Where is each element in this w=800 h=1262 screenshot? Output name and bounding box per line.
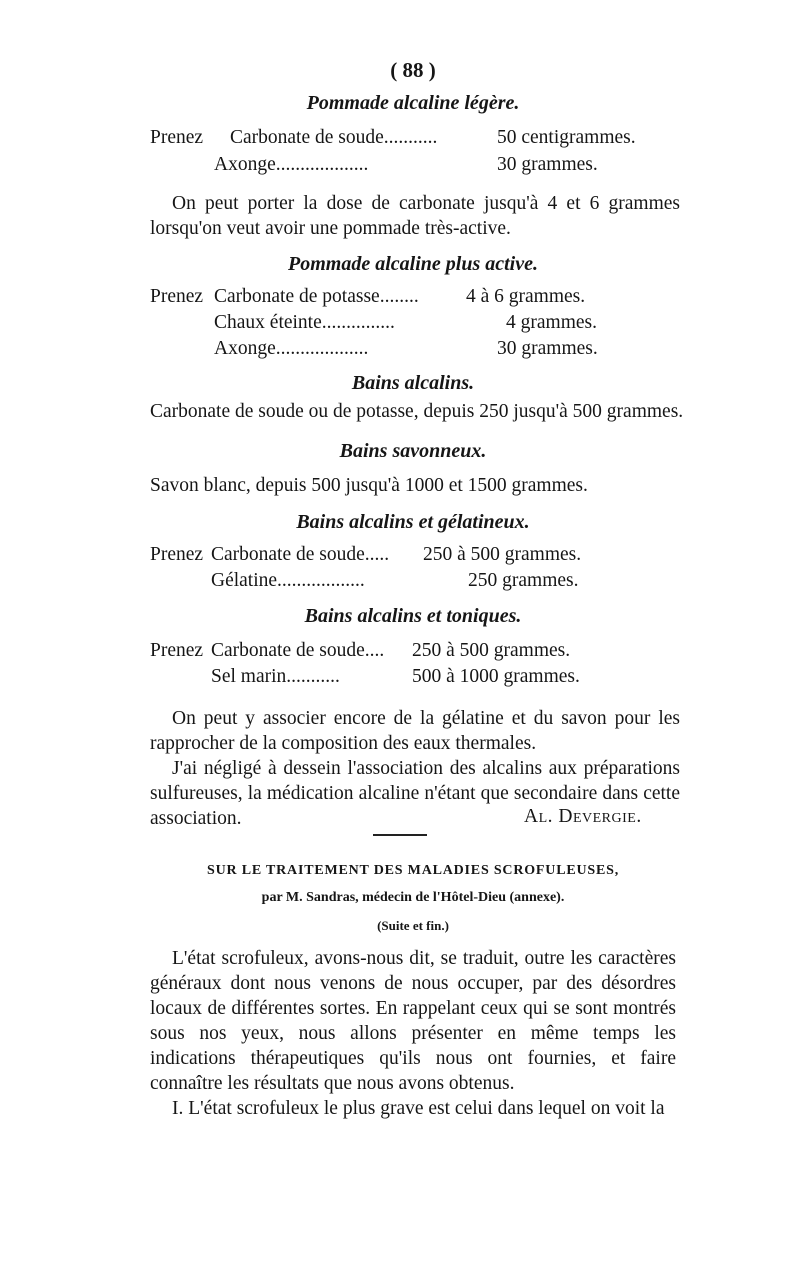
- heading-bains-toniques: Bains alcalins et toniques.: [304, 605, 522, 627]
- heading-bains-savonneux: Bains savonneux.: [339, 440, 487, 462]
- recipe-item: Carbonate de soude...........: [230, 127, 438, 148]
- recipe-qty: 250 à 500 grammes.: [423, 544, 582, 565]
- recipe-item: Sel marin...........: [211, 666, 340, 687]
- recipe-item: Carbonate de soude....: [211, 640, 385, 661]
- note-paragraph: [150, 191, 680, 241]
- article-body: [150, 946, 676, 1121]
- note-text: On peut porter la dose de carbonate jusqu'à 4 et 6 grammes lorsqu'on veut avoir une pommade très-active.: [150, 193, 680, 239]
- article-paragraph-1: L'état scrofuleux, avons-nous dit, se traduit, outre les caractères généraux dont nous venons de nous occuper, par des désordres locaux de différentes sortes. En rappelant ceux qui se sont montrés sous nos yeux, nous allons présenter en même temps les indications thérapeutiques qu'ils nous ont fournies, et faire connaître les résultats que nous avons obtenus.: [150, 948, 676, 1094]
- recipe-qty: 50 centigrammes.: [497, 127, 636, 148]
- recipe-item: Gélatine..................: [211, 570, 365, 591]
- recipe-item: Chaux éteinte...............: [214, 312, 395, 333]
- recipe-qty: 4 à 6 grammes.: [466, 286, 586, 307]
- bains-alcalins-line: Carbonate de soude ou de potasse, depuis 250 jusqu'à 500 grammes.: [150, 401, 684, 422]
- recipe-qty: 30 grammes.: [497, 338, 598, 359]
- recipe-item: Carbonate de potasse........: [214, 286, 419, 307]
- closing-paragraph-2: J'ai négligé à dessein l'association des alcalins aux préparations sulfureuses, la médication alcaline n'étant que secondaire dans cette association.: [150, 758, 680, 829]
- article-paragraph-2: I. L'état scrofuleux le plus grave est celui dans lequel on voit la: [172, 1098, 665, 1119]
- prenez-label: Prenez: [150, 640, 204, 661]
- heading-pommade-legere: Pommade alcaline légère.: [306, 92, 520, 114]
- prenez-label: Prenez: [150, 544, 204, 565]
- section-divider: [373, 834, 427, 836]
- heading-pommade-active: Pommade alcaline plus active.: [288, 253, 538, 275]
- closing-paragraph-1: On peut y associer encore de la gélatine et du savon pour les rapprocher de la composition des eaux thermales.: [150, 708, 680, 754]
- recipe-item: Carbonate de soude.....: [211, 544, 390, 565]
- bains-savonneux-line: Savon blanc, depuis 500 jusqu'à 1000 et 1500 grammes.: [150, 475, 588, 496]
- recipe-qty: 30 grammes.: [497, 154, 598, 175]
- recipe-qty: 250 grammes.: [468, 570, 579, 591]
- prenez-label: Prenez: [150, 127, 204, 148]
- heading-bains-alcalins: Bains alcalins.: [351, 372, 475, 394]
- signature: Al. Devergie.: [524, 806, 642, 827]
- recipe-item: Axonge...................: [214, 338, 369, 359]
- recipe-qty: 500 à 1000 grammes.: [412, 666, 580, 687]
- page-number: ( 88 ): [390, 58, 436, 82]
- recipe-qty: 4 grammes.: [506, 312, 597, 333]
- recipe-qty: 250 à 500 grammes.: [412, 640, 571, 661]
- article-title: SUR LE TRAITEMENT DES MALADIES SCROFULEUSES,: [206, 863, 619, 878]
- recipe-item: Axonge...................: [214, 154, 369, 175]
- article-suite: (Suite et fin.): [377, 918, 449, 933]
- article-author: par M. Sandras, médecin de l'Hôtel-Dieu (annexe).: [261, 890, 565, 905]
- heading-bains-gelatineux: Bains alcalins et gélatineux.: [296, 511, 530, 533]
- prenez-label: Prenez: [150, 286, 204, 307]
